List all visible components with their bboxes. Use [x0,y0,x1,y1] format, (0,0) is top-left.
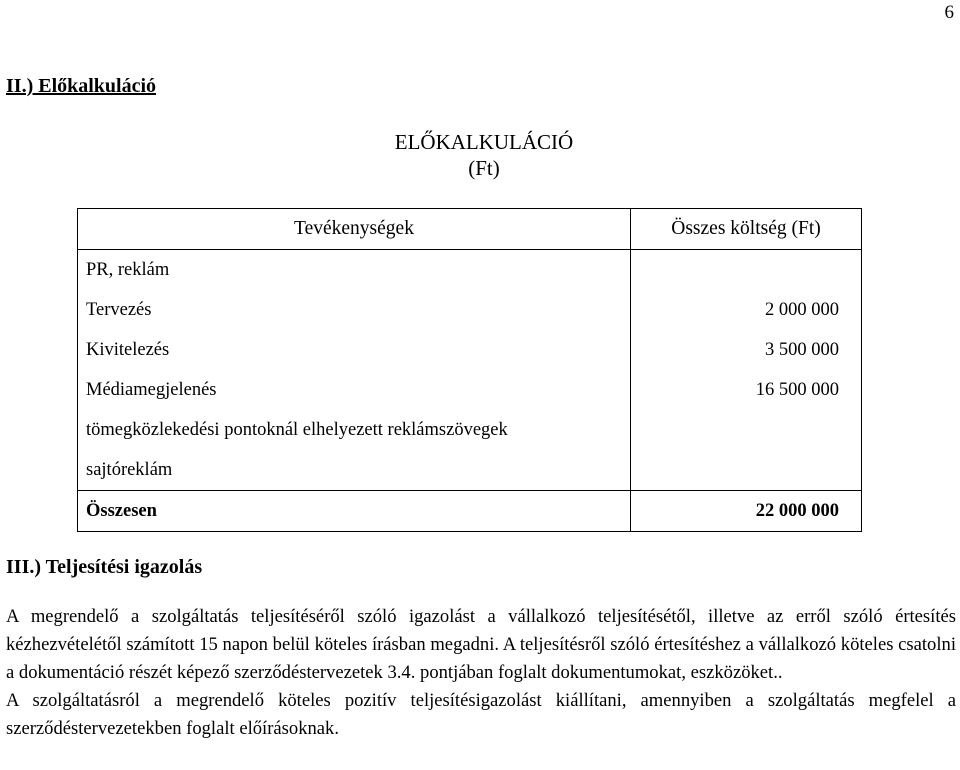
table-row-group [78,250,862,291]
cost-table-container [77,208,861,528]
table-row-items [78,290,862,491]
row-label-planning: Tervezés [86,300,152,320]
cost-table [77,208,862,532]
row-label-media: Médiamegjelenés [86,380,217,400]
row-value-planning: 2 000 000 [765,300,839,320]
table-subtitle-currency: (Ft) [468,156,500,180]
item-labels-cell [78,290,631,491]
header-activities: Tevékenységek [78,209,631,250]
row-value-press-ads [639,450,839,490]
table-header-row [78,209,862,250]
section-heading-performance-certificate: III.) Teljesítési igazolás [6,556,203,578]
total-label: Összesen [78,491,631,532]
paragraph-1: A megrendelő a szolgáltatás teljesítéséről szóló igazolást a vállalkozó teljesítésétől, illetve az erről szóló értesítés kézhezvételétől számított 15 napon belül köteles írásban megadni. A teljesítésről szóló értesítéshez a vállalkozó köteles csatolni a dokumentáció részét képező szerződéstervezetek 3.4. pontjában foglalt dokumentumokat, eszközöket.. [6,606,956,683]
page-number: 6 [944,2,954,23]
total-value: 22 000 000 [631,491,862,532]
row-label-execution: Kivitelezés [86,340,170,360]
header-total-cost: Összes költség (Ft) [631,209,862,250]
section3-body [6,603,956,743]
group-value-empty [631,250,862,291]
row-value-execution: 3 500 000 [765,340,839,360]
row-label-press-ads: sajtóreklám [86,460,173,480]
row-value-transit-ads [639,410,839,450]
group-label: PR, reklám [78,250,631,291]
row-label-transit-ads: tömegközlekedési pontoknál elhelyezett reklámszövegek [86,420,508,440]
item-values-cell [631,290,862,491]
paragraph-2: A szolgáltatásról a megrendelő köteles pozitív teljesítésigazolást kiállítani, amennyiben a szolgáltatás megfelel a szerződéstervezetekben foglalt előírásoknak. [6,690,956,739]
row-value-media: 16 500 000 [755,380,839,400]
table-title: ELŐKALKULÁCIÓ [394,130,574,154]
table-row-total [78,491,862,532]
section-heading-precalculation: II.) Előkalkuláció [6,75,157,97]
